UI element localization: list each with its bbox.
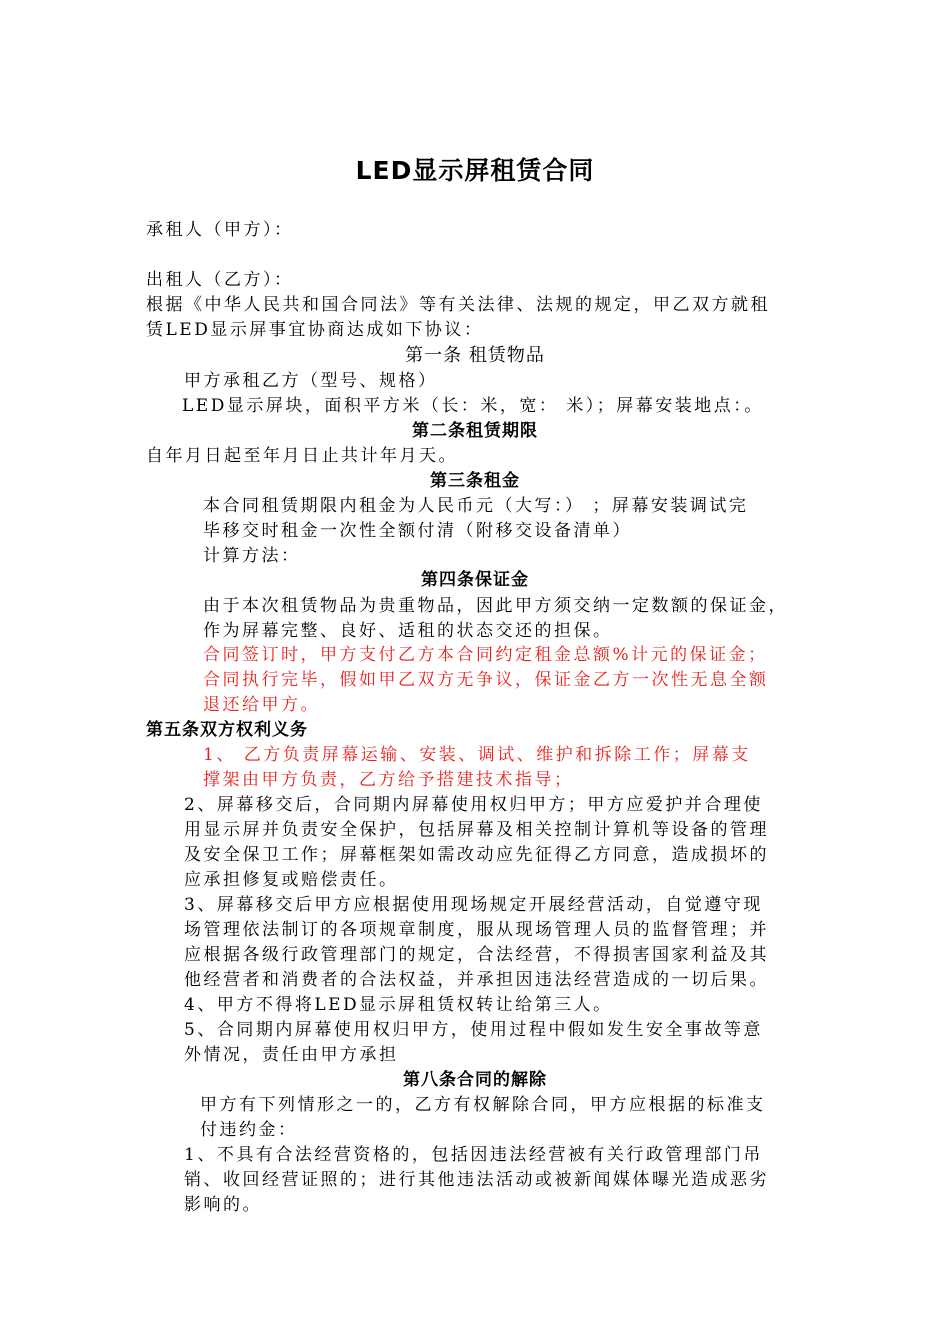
article-5-line: 4、甲方不得将LED显示屏租赁权转让给第三人。: [184, 995, 613, 1015]
article-4-red-line: 合同执行完毕，假如甲乙双方无争议，保证金乙方一次性无息全额: [203, 670, 769, 690]
article-8-line: 1、不具有合法经营资格的，包括因违法经营被有关行政管理部门吊: [184, 1145, 763, 1165]
article-5-line: 2、屏幕移交后，合同期内屏幕使用权归甲方；甲方应爱护并合理使: [184, 795, 763, 815]
article-8-line: 付违约金：: [200, 1120, 298, 1140]
article-5-heading: 第五条双方权利义务: [146, 720, 308, 740]
article-5-line: 用显示屏并负责安全保护，包括屏幕及相关控制计算机等设备的管理: [184, 820, 769, 840]
article-8-heading: 第八条合同的解除: [403, 1070, 547, 1090]
article-2-line: 自年月日起至年月日止共计年月天。: [146, 446, 458, 466]
article-3-line: 毕移交时租金一次性全额付清（附移交设备清单）: [203, 521, 632, 541]
article-3-line: 计算方法：: [203, 546, 301, 566]
article-5-line: 5、合同期内屏幕使用权归甲方，使用过程中假如发生安全事故等意: [184, 1020, 763, 1040]
article-2-heading: 第二条租赁期限: [412, 421, 538, 441]
article-8-line: 影响的。: [184, 1195, 262, 1215]
article-5-line: 3、屏幕移交后甲方应根据使用现场规定开展经营活动，自觉遵守现: [184, 895, 763, 915]
document-title: LED显示屏租赁合同: [355, 156, 595, 185]
article-5-line: 应承担修复或赔偿责任。: [184, 870, 399, 890]
article-1-line: LED显示屏块，面积平方米（长：米，宽： 米）；屏幕安装地点：。: [182, 396, 764, 416]
article-1-heading: 第一条 租赁物品: [405, 345, 545, 366]
article-8-line: 销、收回经营证照的；进行其他违法活动或被新闻媒体曝光造成恶劣: [184, 1170, 769, 1190]
article-4-line: 由于本次租赁物品为贵重物品，因此甲方须交纳一定数额的保证金，: [203, 596, 788, 616]
article-8-line: 甲方有下列情形之一的，乙方有权解除合同，甲方应根据的标准支: [200, 1095, 766, 1115]
article-4-line: 作为屏幕完整、良好、适租的状态交还的担保。: [203, 621, 613, 641]
article-4-red-line: 合同签订时，甲方支付乙方本合同约定租金总额%计元的保证金；: [203, 645, 768, 665]
preamble-line: 根据《中华人民共和国合同法》等有关法律、法规的规定，甲乙双方就租: [146, 295, 770, 315]
lessor-line: 出租人（乙方）：: [146, 270, 294, 290]
lessee-line: 承租人（甲方）：: [146, 220, 294, 240]
article-5-line: 他经营者和消费者的合法权益，并承担因违法经营造成的一切后果。: [184, 970, 769, 990]
article-5-line: 外情况，责任由甲方承担: [184, 1045, 399, 1065]
preamble-line: 赁LED显示屏事宜协商达成如下协议：: [146, 320, 484, 340]
article-5-red-line: 1、 乙方负责屏幕运输、安装、调试、维护和拆除工作；屏幕支: [203, 745, 751, 765]
article-5-line: 场管理依法制订的各项规章制度，服从现场管理人员的监督管理；并: [184, 920, 769, 940]
article-3-line: 本合同租赁期限内租金为人民币元（大写：） ；屏幕安装调试完: [203, 496, 749, 516]
article-4-heading: 第四条保证金: [421, 570, 529, 590]
article-4-red-line: 退还给甲方。: [203, 695, 320, 715]
article-5-line: 及安全保卫工作；屏幕框架如需改动应先征得乙方同意，造成损坏的: [184, 845, 769, 865]
article-3-heading: 第三条租金: [430, 471, 520, 491]
article-5-red-line: 撑架由甲方负责，乙方给予搭建技术指导；: [203, 770, 574, 790]
article-5-line: 应根据各级行政管理部门的规定，合法经营，不得损害国家利益及其: [184, 945, 769, 965]
article-1-line: 甲方承租乙方（型号、规格）: [184, 371, 438, 391]
